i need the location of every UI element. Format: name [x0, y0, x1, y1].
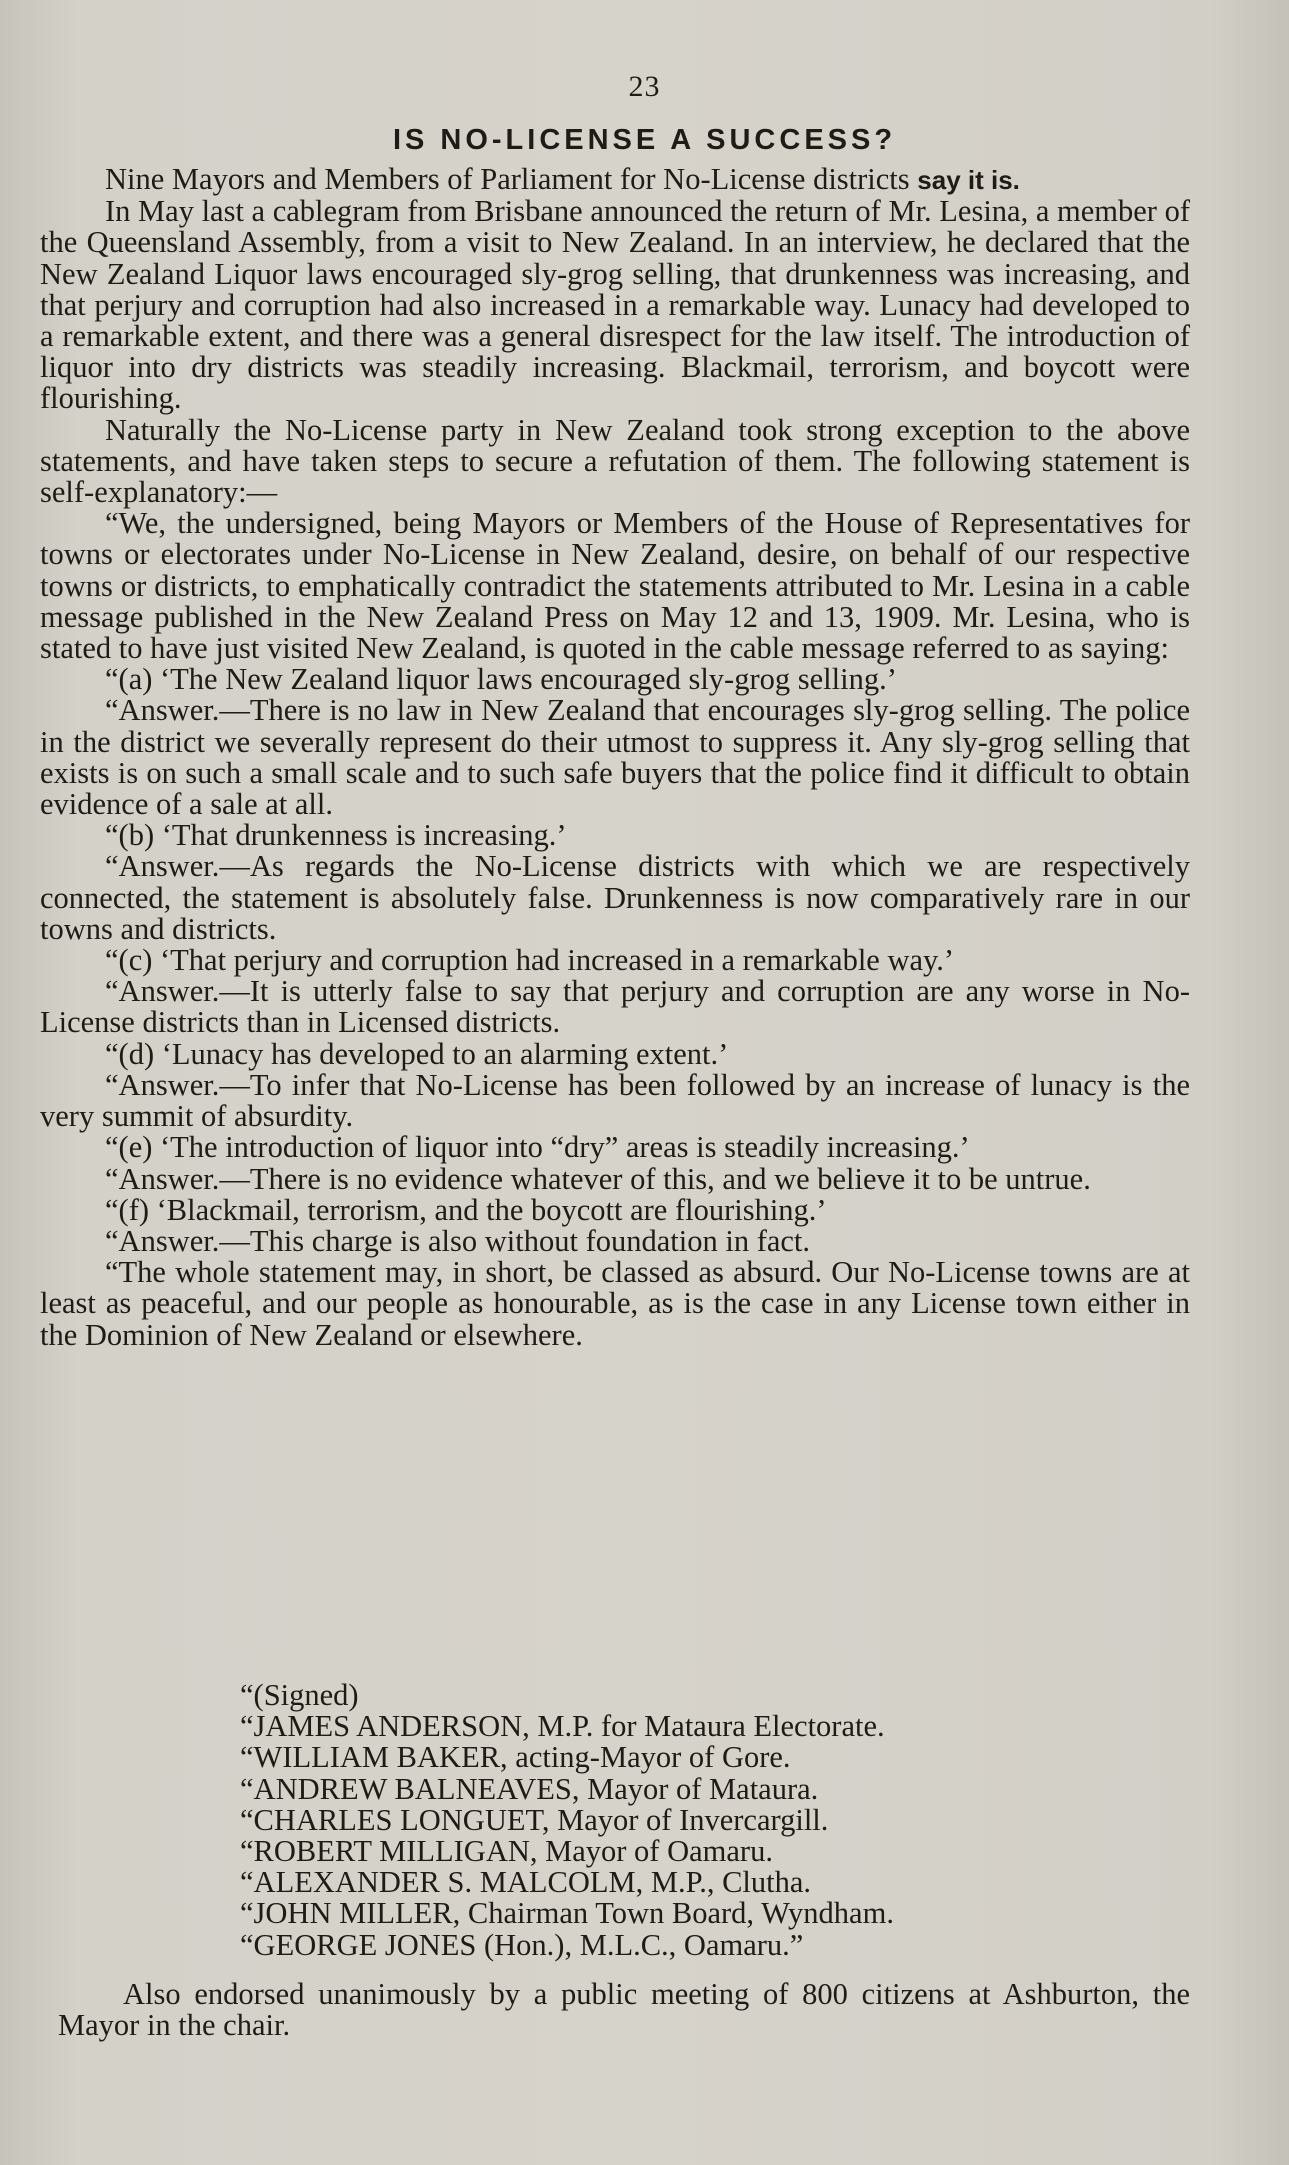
signature-line: “ALEXANDER S. MALCOLM, M.P., Clutha. — [240, 1865, 812, 1900]
paragraph: “(d) ‘Lunacy has developed to an alarming extent.’ — [105, 1036, 729, 1071]
signature-line: “ROBERT MILLIGAN, Mayor of Oamaru. — [240, 1834, 773, 1869]
page-heading: IS NO-LICENSE A SUCCESS? — [392, 124, 897, 156]
paragraph: “Answer.—There is no law in New Zealand that encourages sly-grog selling. The police in the district we severally represent do their utmost to suppress it. Any sly-grog selling that exists is on such a small scale and to such safe buyers that the police find it difficult to obtain evidence of a sale at all. — [40, 693, 1190, 822]
intro-text: Nine Mayors and Members of Parliament for No-License districts — [105, 162, 910, 196]
paragraph: “The whole statement may, in short, be classed as absurd. Our No-License towns are at least as peaceful, and our people as honourable, as is the case in any License town either in the Dominion of New Zealand or elsewhere. — [40, 1255, 1190, 1352]
paragraph: “We, the undersigned, being Mayors or Members of the House of Representatives for towns or electorates under No-License in New Zealand, desire, on behalf of our respective towns or districts, to emphatically contradict the statements attributed to Mr. Lesina in a cable message published in the New Zealand Press on May 12 and 13, 1909. Mr. Lesina, who is stated to have just visited New Zealand, is quoted in the cable message referred to as saying: — [40, 506, 1190, 666]
paragraph: “Answer.—To infer that No-License has been followed by an increase of lunacy is the very summit of absurdity. — [40, 1067, 1190, 1134]
paragraph: “Answer.—As regards the No-License districts with which we are respectively connected, the statement is absolutely false. Drunkenness is now comparatively rare in our towns and districts. — [40, 849, 1190, 946]
paragraph: “Answer.—There is no evidence whatever of this, and we believe it to be untrue. — [105, 1161, 1091, 1196]
signature-line: “JAMES ANDERSON, M.P. for Mataura Electorate. — [240, 1709, 885, 1744]
paragraph: In May last a cablegram from Brisbane announced the return of Mr. Lesina, a member of the Queensland Assembly, from a visit to New Zealand. In an interview, he declared that the New Zealand Liquor laws encouraged sly-grog selling, that drunkenness was increasing, and that perjury and corruption had also increased in a remarkable way. Lunacy had developed to a remarkable extent, and there was a general disrespect for the law itself. The introduction of liquor into dry districts was steadily increasing. Blackmail, terrorism, and boycott were flourishing. — [40, 194, 1190, 416]
article-body — [40, 164, 1190, 1351]
signature-block — [240, 1680, 1200, 1961]
paragraph: “(b) ‘That drunkenness is increasing.’ — [105, 818, 567, 853]
paragraph: “Answer.—It is utterly false to say that perjury and corruption are any worse in No-License districts than in Licensed districts. — [40, 974, 1190, 1040]
paragraph: “(a) ‘The New Zealand liquor laws encouraged sly-grog selling.’ — [105, 662, 897, 697]
signature-line: “(Signed) — [240, 1678, 359, 1712]
intro-paragraph — [40, 164, 1190, 196]
paragraph: “(e) ‘The introduction of liquor into “dry” areas is steadily increasing.’ — [105, 1130, 970, 1165]
signature-line: “WILLIAM BAKER, acting-Mayor of Gore. — [240, 1740, 791, 1775]
paragraph: “Answer.—This charge is also without foundation in fact. — [105, 1223, 811, 1258]
paragraph: “(f) ‘Blackmail, terrorism, and the boycott are flourishing.’ — [105, 1192, 827, 1227]
paragraph: “(c) ‘That perjury and corruption had increased in a remarkable way.’ — [105, 943, 955, 978]
page-number: 23 — [628, 70, 661, 103]
signature-line: “GEORGE JONES (Hon.), M.L.C., Oamaru.” — [240, 1927, 804, 1962]
closing-note — [58, 1979, 1190, 2041]
signature-line: “JOHN MILLER, Chairman Town Board, Wyndham. — [240, 1896, 894, 1931]
intro-bold: say it is. — [917, 165, 1020, 195]
closing-paragraph: Also endorsed unanimously by a public meeting of 800 citizens at Ashburton, the Mayor in the chair. — [58, 1977, 1190, 2043]
signature-line: “ANDREW BALNEAVES, Mayor of Mataura. — [240, 1771, 819, 1806]
paragraph: Naturally the No-License party in New Zealand took strong exception to the above statements, and have taken steps to secure a refutation of them. The following statement is self-explanatory:— — [40, 412, 1190, 510]
signature-line: “CHARLES LONGUET, Mayor of Invercargill. — [240, 1802, 829, 1837]
